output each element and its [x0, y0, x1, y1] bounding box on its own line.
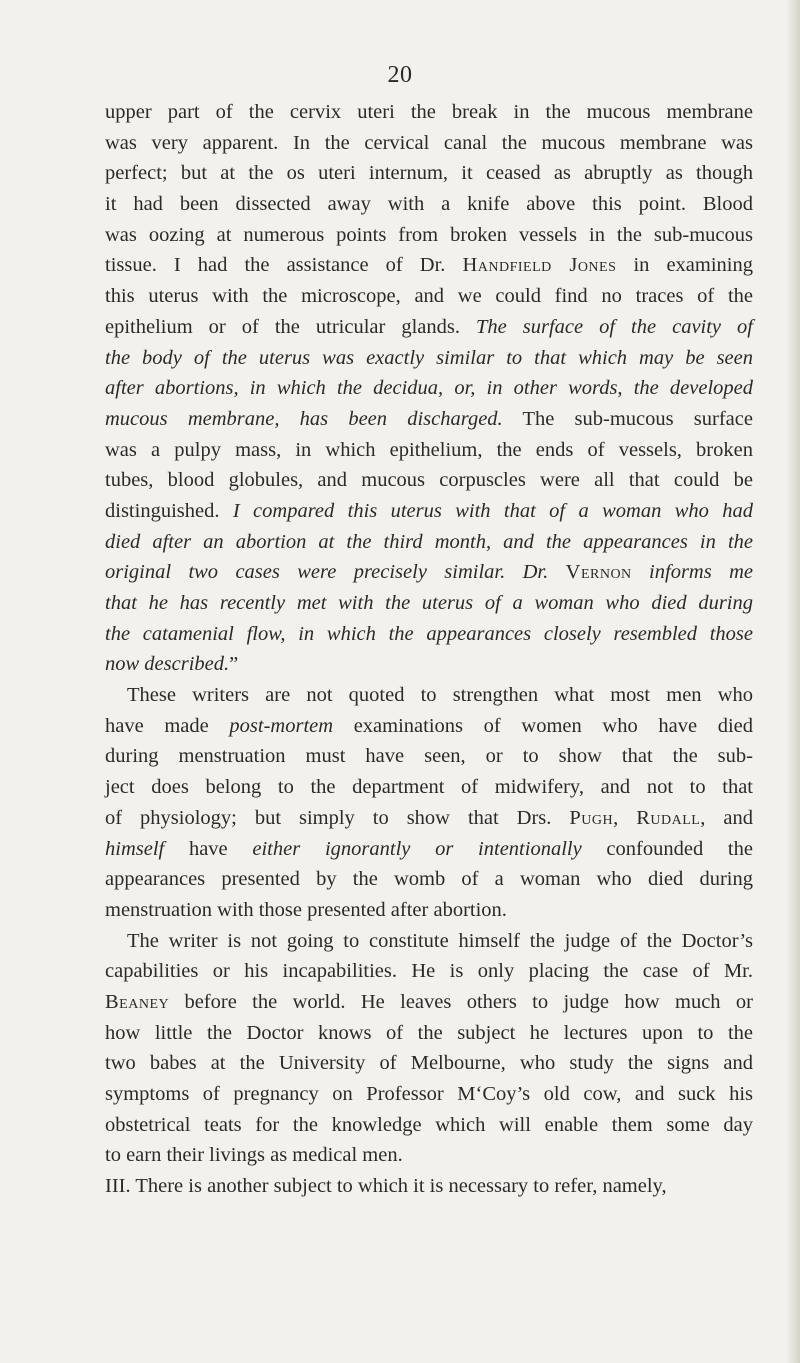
- text-line: [105, 250, 753, 281]
- italic-segment: himself: [105, 837, 165, 860]
- text-segment: of physiology; but simply to show that Drs.: [105, 806, 570, 829]
- text-segment: examinations of women who have died: [333, 714, 754, 737]
- text-line: [105, 343, 753, 374]
- text-line: appearances presented by the womb of a woman who died during: [105, 868, 753, 891]
- text-line: The writer is not going to constitute himself the judge of the Doctor’s: [127, 929, 753, 952]
- text-line: how little the Doctor knows of the subject he lectures upon to the: [105, 1021, 753, 1044]
- text-line: symptoms of pregnancy on Professor M‘Coy’s old cow, and suck his: [105, 1083, 753, 1105]
- text-segment: have: [164, 837, 253, 860]
- text-segment: epithelium or of the utricular glands.: [105, 315, 476, 338]
- text-line: this uterus with the microscope, and we could find no traces of the: [105, 285, 753, 308]
- text-line: menstruation with those presented after abortion.: [105, 898, 507, 921]
- page-number: 20: [387, 62, 413, 88]
- text-line: perfect; but at the os uteri internum, it ceased as abruptly as though: [105, 162, 753, 185]
- text-segment: , and: [700, 806, 753, 829]
- text-line: [105, 834, 753, 865]
- small-caps-name: Rudall: [636, 806, 701, 829]
- text-line: [105, 711, 753, 742]
- text-segment: tissue. I had the assistance of Dr.: [105, 254, 463, 277]
- italic-segment: the catamenial flow, in which the appearances closely resembled those: [105, 622, 753, 645]
- text-line: [105, 496, 753, 527]
- italic-segment: post-mortem: [229, 714, 334, 737]
- text-segment: ,: [613, 806, 637, 829]
- text-line: These writers are not quoted to strengthen what most men who: [127, 684, 753, 707]
- italic-segment: informs me: [631, 561, 753, 584]
- italic-segment: I compared this uterus with that of a woman who had: [232, 499, 754, 522]
- body-text: [105, 97, 753, 1202]
- text-line: obstetrical teats for the knowledge which will enable them some day: [105, 1113, 753, 1136]
- text-line: was oozing at numerous points from broken vessels in the sub-mucous: [105, 223, 753, 246]
- italic-segment: either ignorantly or intentionally: [252, 837, 582, 860]
- italic-segment: now described.: [105, 653, 230, 676]
- text-line: [105, 803, 753, 834]
- text-segment: in examining: [616, 254, 753, 277]
- text-line: upper part of the cervix uteri the break in the mucous membrane: [105, 101, 753, 123]
- text-line: was a pulpy mass, in which epithelium, the ends of vessels, broken: [105, 438, 753, 461]
- text-line: ject does belong to the department of midwifery, and not to that: [105, 776, 753, 799]
- text-line: [105, 619, 753, 650]
- text-line: [105, 373, 753, 404]
- text-line: [105, 649, 753, 680]
- small-caps-name: Handfield Jones: [462, 254, 617, 277]
- text-line: tubes, blood globules, and mucous corpuscles were all that could be: [105, 469, 753, 492]
- text-segment: confounded the: [581, 837, 753, 860]
- page-edge-shadow: [786, 0, 800, 1363]
- small-caps-name: Vernon: [565, 561, 632, 584]
- italic-segment: The surface of the cavity of: [475, 315, 753, 338]
- text-line: [105, 557, 753, 588]
- italic-segment: that he has recently met with the uterus of a woman who died during: [105, 592, 753, 614]
- italic-segment: the body of the uterus was exactly similar to that which may be seen: [105, 346, 753, 369]
- text-line: [105, 527, 753, 558]
- italic-segment: mucous membrane, has been discharged.: [105, 407, 503, 430]
- text-segment: before the world. He leaves others to judge how much or: [169, 990, 753, 1013]
- text-line: it had been dissected away with a knife above this point. Blood: [105, 193, 753, 216]
- small-caps-name: Pugh: [569, 806, 614, 829]
- text-segment: The sub-mucous surface: [502, 407, 753, 430]
- italic-segment: died after an abortion at the third month, and the appearances in the: [105, 530, 753, 553]
- text-segment: distinguished.: [105, 499, 233, 522]
- italic-segment: after abortions, in which the decidua, or, in other words, the developed: [105, 377, 753, 400]
- text-line: [105, 312, 753, 343]
- text-line: during menstruation must have seen, or to show that the sub-: [105, 745, 753, 768]
- text-line: [105, 588, 753, 619]
- italic-segment: original two cases were precisely similar. Dr.: [105, 561, 566, 584]
- text-line: III. There is another subject to which it is necessary to refer, namely,: [105, 1175, 667, 1198]
- text-line: capabilities or his incapabilities. He is only placing the case of Mr.: [105, 960, 753, 983]
- text-line: [105, 404, 753, 435]
- text-segment: have made: [105, 714, 230, 737]
- text-line: [105, 987, 753, 1018]
- text-line: two babes at the University of Melbourne, who study the signs and: [105, 1052, 753, 1075]
- text-segment: ”: [229, 653, 239, 676]
- text-line: was very apparent. In the cervical canal the mucous membrane was: [105, 131, 753, 154]
- small-caps-name: Beaney: [105, 990, 170, 1013]
- text-line: to earn their livings as medical men.: [105, 1144, 403, 1167]
